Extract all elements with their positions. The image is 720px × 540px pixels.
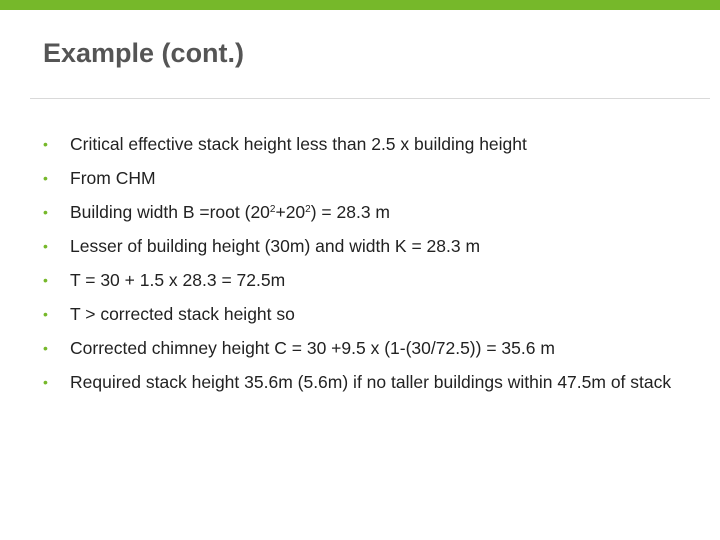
bullet-dot-icon: • [43, 136, 48, 152]
bullet-item [43, 133, 683, 167]
bullet-item [43, 201, 683, 235]
bullet-item [43, 303, 683, 337]
bullet-text: T > corrected stack height so [70, 304, 295, 324]
bullet-list [43, 133, 683, 393]
bullet-text: T = 30 + 1.5 x 28.3 = 72.5m [70, 270, 286, 290]
bullet-dot-icon: • [43, 374, 48, 390]
bullet-text [70, 201, 683, 223]
bullet-dot-icon: • [43, 238, 48, 254]
bullet-text: From CHM [70, 168, 156, 188]
bullet-dot-icon: • [43, 204, 48, 220]
superscript: 2 [305, 204, 311, 215]
title-divider [30, 98, 710, 99]
bullet-text: Critical effective stack height less than 2.5 x building height [70, 134, 527, 154]
bullet-item [43, 371, 683, 393]
superscript: 2 [269, 204, 276, 215]
bullet-text: Required stack height 35.6m (5.6m) if no taller buildings within 47.5m of stack [70, 372, 672, 392]
bullet-item [43, 235, 683, 269]
bullet-text-part: Building width B =root (20 [70, 202, 270, 222]
bullet-text-part: +20 [275, 202, 306, 222]
bullet-dot-icon: • [43, 170, 48, 186]
bullet-dot-icon: • [43, 272, 48, 288]
bullet-dot-icon: • [43, 306, 48, 322]
slide-title: Example (cont.) [43, 38, 245, 68]
bullet-item [43, 269, 683, 303]
bullet-item [43, 167, 683, 201]
bullet-dot-icon: • [43, 340, 48, 356]
bullet-item [43, 337, 683, 371]
top-accent-bar [0, 0, 720, 10]
bullet-text: Lesser of building height (30m) and width K = 28.3 m [70, 236, 481, 256]
bullet-text: Corrected chimney height C = 30 +9.5 x (1-(30/72.5)) = 35.6 m [70, 338, 555, 358]
bullet-text-part: ) = 28.3 m [310, 202, 391, 222]
